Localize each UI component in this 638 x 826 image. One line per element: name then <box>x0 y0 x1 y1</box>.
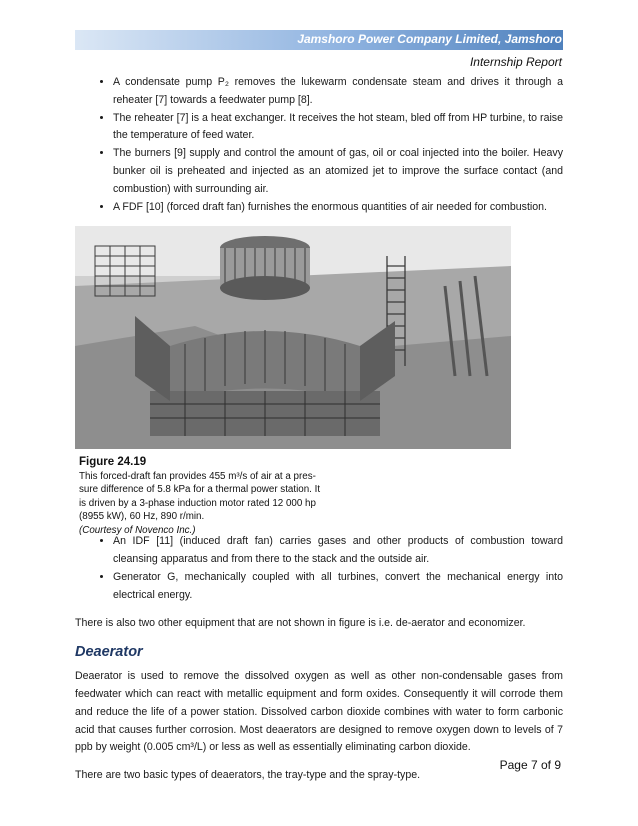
list-item: • A condensate pump P₂ removes the lukewarm condensate steam and drives it through a reheater [7] towards a feedwater pump [8]. <box>113 74 563 110</box>
list-item: • Generator G, mechanically coupled with all turbines, convert the mechanical energy into electrical energy. <box>113 569 563 605</box>
caption-line: sure difference of 5.8 kPa for a thermal power station. It <box>79 484 321 496</box>
list-item: • An IDF [11] (induced draft fan) carries gases and other products of combustion toward cleansing apparatus and from there to the stack and the outside air. <box>113 533 563 569</box>
figure-label: Figure 24.19 <box>79 456 147 469</box>
company-title: Jamshoro Power Company Limited, Jamshoro <box>297 32 562 46</box>
section-heading: Deaerator <box>75 644 143 661</box>
bullet-list-bottom <box>75 533 563 604</box>
bullet-list-top <box>75 74 563 216</box>
fan-photo <box>75 226 511 449</box>
caption-line: This forced-draft fan provides 455 m³/s of air at a pres- <box>79 470 316 482</box>
fan-photo-illustration <box>75 226 511 449</box>
paragraph-other-equipment: There is also two other equipment that are not shown in figure is i.e. de-aerator and economizer. <box>75 616 526 629</box>
caption-credit: (Courtesy of Novenco Inc.) <box>79 524 196 536</box>
caption-line: (8955 kW), 60 Hz, 890 r/min. <box>79 511 205 523</box>
report-subtitle: Internship Report <box>469 55 562 69</box>
caption-line: is driven by a 3-phase induction motor rated 12 000 hp <box>79 497 316 509</box>
list-item: • The reheater [7] is a heat exchanger. It receives the hot steam, bled off from HP turbine, to raise the temperature of feed water. <box>113 110 563 146</box>
page-number: Page 7 of 9 <box>499 758 561 772</box>
page-content <box>75 74 563 785</box>
list-item: • The burners [9] supply and control the amount of gas, oil or coal injected into the boiler. Heavy bunker oil is preheated and injected as an atomized jet to improve the surface contact (and combustion) with surrounding air. <box>113 145 563 198</box>
figure <box>75 226 511 536</box>
paragraph-deaerator: Deaerator is used to remove the dissolved oxygen as well as other non-condensable gases from feedwater which can react with metallic equipment and form oxides. Consequently it will corrode them and reduce the life of a power station. Dissolved carbon dioxide combines with water to form carbonic acid that causes further corrosion. Most deaerators are designed to remove oxygen down to levels of 7 ppb by weight (0.005 cm³/L) or less as well as essentially eliminating carbon dioxide. <box>75 670 563 754</box>
figure-caption <box>79 456 509 537</box>
list-item: • A FDF [10] (forced draft fan) furnishes the enormous quantities of air needed for combustion. <box>113 199 563 217</box>
paragraph-types: There are two basic types of deaerators, the tray-type and the spray-type. <box>75 769 421 782</box>
